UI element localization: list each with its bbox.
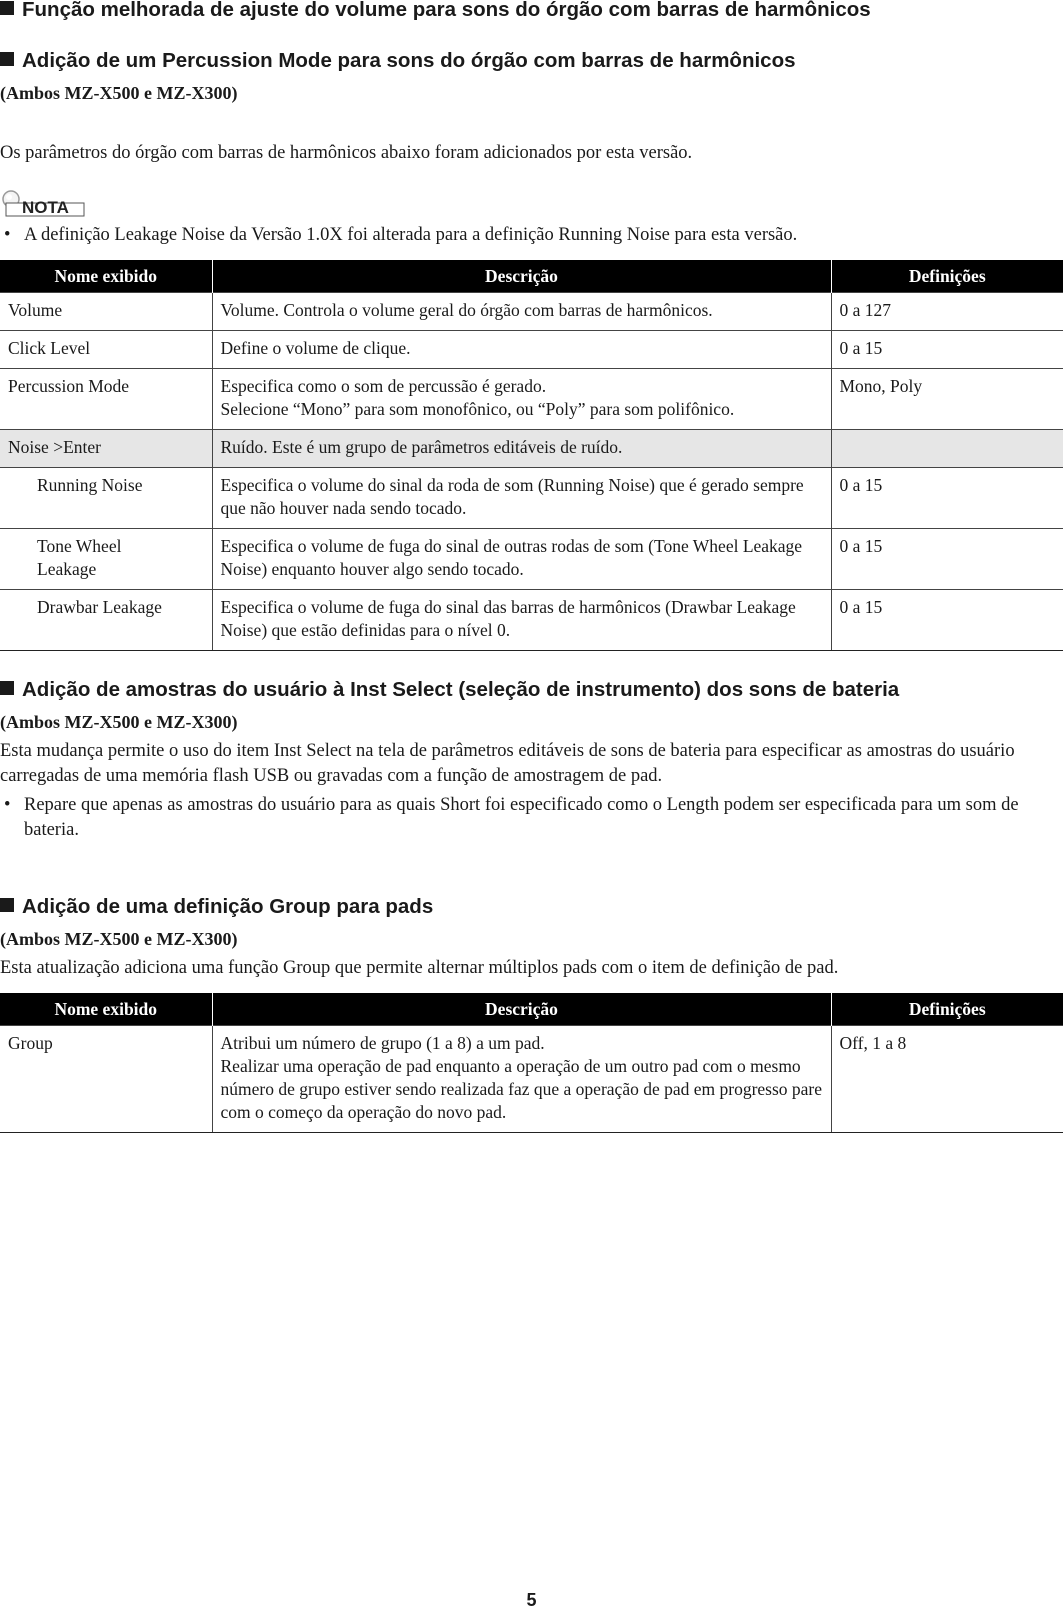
- param-settings: 0 a 15: [831, 590, 1063, 651]
- models-label: (Ambos MZ-X500 e MZ-X300): [0, 712, 238, 732]
- table-row-group: [0, 430, 1063, 468]
- param-desc: Ruído. Este é um grupo de parâmetros editáveis de ruído.: [212, 430, 831, 468]
- table-header-row: [0, 260, 1063, 293]
- table-row: [0, 590, 1063, 651]
- group-params-table: [0, 993, 1063, 1133]
- param-name: Running Noise: [0, 468, 212, 529]
- param-name: Tone Wheel Leakage: [0, 529, 212, 590]
- models-label: (Ambos MZ-X500 e MZ-X300): [0, 929, 238, 949]
- param-settings: Off, 1 a 8: [831, 1026, 1063, 1133]
- table-row: [0, 369, 1063, 430]
- desc-line: Selecione “Mono” para som monofônico, ou “Poly” para som polifônico.: [220, 399, 735, 419]
- note-bullet: • A definição Leakage Noise da Versão 1.0X foi alterada para a definição Running Noise para esta versão.: [0, 223, 1063, 248]
- table-row: [0, 529, 1063, 590]
- col-header-name: Nome exibido: [0, 993, 212, 1026]
- bullet-dot-icon: •: [4, 225, 11, 245]
- param-name: Drawbar Leakage: [0, 590, 212, 651]
- table-row: [0, 1026, 1063, 1133]
- param-name: Volume: [0, 293, 212, 331]
- square-bullet-icon: [0, 1, 14, 15]
- page-number: 5: [526, 1590, 537, 1610]
- table-row: [0, 331, 1063, 369]
- param-settings: 0 a 15: [831, 468, 1063, 529]
- table-header-row: [0, 993, 1063, 1026]
- col-header-desc: Descrição: [212, 993, 831, 1026]
- param-settings: 0 a 15: [831, 529, 1063, 590]
- param-settings: 0 a 127: [831, 293, 1063, 331]
- param-settings: Mono, Poly: [831, 369, 1063, 430]
- desc-line: Especifica como o som de percussão é gerado.: [220, 376, 547, 396]
- param-desc: [212, 1026, 831, 1133]
- param-desc: Especifica o volume do sinal da roda de som (Running Noise) que é gerado sempre que não houver nada sendo tocado.: [212, 468, 831, 529]
- inst-select-bullet: • Repare que apenas as amostras do usuário para as quais Short foi especificado como o Length podem ser especificada para um som de bateria.: [4, 795, 1019, 840]
- param-desc: Volume. Controla o volume geral do órgão com barras de harmônicos.: [212, 293, 831, 331]
- param-name: Group: [0, 1026, 212, 1133]
- square-bullet-icon: [0, 52, 14, 66]
- param-settings: 0 a 15: [831, 331, 1063, 369]
- col-header-name: Nome exibido: [0, 260, 212, 293]
- param-name: Noise >Enter: [0, 430, 212, 468]
- param-desc: [212, 369, 831, 430]
- inst-select-body: Esta mudança permite o uso do item Inst Select na tela de parâmetros editáveis de sons de bateria para especificar as amostras do usuário carregadas de uma memória flash USB ou gravadas com a função de amostragem de pad.: [0, 741, 1015, 786]
- param-name: Percussion Mode: [0, 369, 212, 430]
- param-name: Click Level: [0, 331, 212, 369]
- table-row: [0, 293, 1063, 331]
- intro-text: Os parâmetros do órgão com barras de harmônicos abaixo foram adicionados por esta versão.: [0, 143, 693, 163]
- bullet-dot-icon: •: [4, 795, 11, 815]
- heading-inst-select: Adição de amostras do usuário à Inst Select (seleção de instrumento) dos sons de bateria: [0, 677, 899, 703]
- group-body: Esta atualização adiciona uma função Group que permite alternar múltiplos pads com o item de definição de pad.: [0, 958, 839, 978]
- heading-group-pads: Adição de uma definição Group para pads: [0, 894, 433, 920]
- param-desc: Especifica o volume de fuga do sinal de outras rodas de som (Tone Wheel Leakage Noise) enquanto houver algo sendo tocado.: [212, 529, 831, 590]
- param-desc: Define o volume de clique.: [212, 331, 831, 369]
- square-bullet-icon: [0, 681, 14, 695]
- col-header-desc: Descrição: [212, 260, 831, 293]
- nota-badge: [0, 189, 86, 219]
- nota-label: NOTA: [22, 198, 69, 217]
- table-row: [0, 468, 1063, 529]
- col-header-settings: Definições: [831, 993, 1063, 1026]
- param-settings: [831, 430, 1063, 468]
- models-label: (Ambos MZ-X500 e MZ-X300): [0, 83, 238, 103]
- param-desc: Especifica o volume de fuga do sinal das barras de harmônicos (Drawbar Leakage Noise) que estão definidas para o nível 0.: [212, 590, 831, 651]
- col-header-settings: Definições: [831, 260, 1063, 293]
- desc-line: Atribui um número de grupo (1 a 8) a um pad.: [220, 1033, 545, 1053]
- heading-percussion-mode: Adição de um Percussion Mode para sons do órgão com barras de harmônicos: [0, 48, 796, 74]
- drawbar-params-table: [0, 260, 1063, 651]
- heading-volume-adjust: Função melhorada de ajuste do volume para sons do órgão com barras de harmônicos: [0, 0, 871, 23]
- desc-line: Realizar uma operação de pad enquanto a operação de um outro pad com o mesmo número de grupo estiver sendo realizada faz que a operação de pad em progresso pare com o começo da operação do novo pad.: [220, 1056, 823, 1122]
- square-bullet-icon: [0, 898, 14, 912]
